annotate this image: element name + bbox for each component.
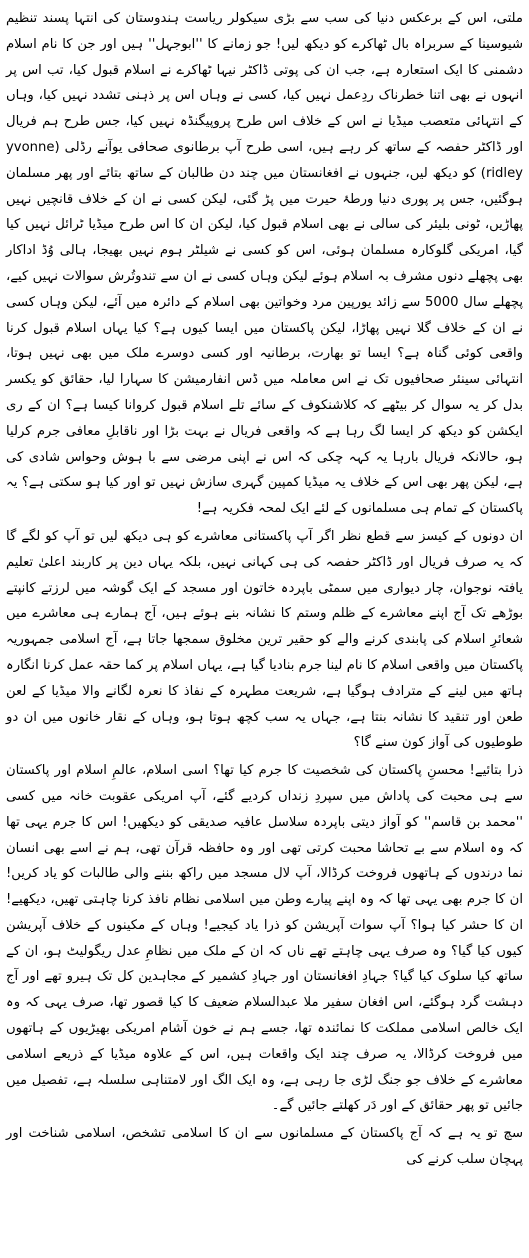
article-paragraph-1: ملتی، اس کے برعکس دنیا کی سب سے بڑی سیکولر ریاست ہندوستان کی انتہا پسند تنظیم شیوسینا کے سربراہ بال ٹھاکرے کو دیکھ لیں! جو زمانے کا ''ابوجہل'' ہیں اور جن کا نام اسلام دشمنی کا ایک استعارہ ہے، جب ان کی پوتی ڈاکٹر نیہا ٹھاکرے نے اسلام قبول کیا، تب اس پر انہوں نے بھی اتنا خطرناک ردِعمل نہیں کیا، کسی نے وہاں اس پر ذہنی تشدد نہیں کیا، وہاں کے انتہائی متعصب میڈیا نے اس کے خلاف اس طرح پروپیگنڈہ نہیں کیا، جس طرح ہم فریال اور ڈاکٹر حفصہ کے ساتھ کر رہے ہیں، اسی طرح آپ برطانوی صحافی یوآنے رڈلی (yvonne ridley) کو دیکھ لیں، جنہوں نے افغانستان میں چند دن طالبان کے ساتھ بتائے اور پھر مسلمان ہوگئیں، جس پر پوری دنیا ورطۂ حیرت میں پڑ گئی، لیکن کسی نے ان کے خلاف قانچیں نہیں پھاڑیں، ٹونی بلیئر کی سالی نے بھی اسلام قبول کیا، لیکن ان کا اس طرح میڈیا ٹرائل نہیں کیا گیا، امریکی گلوکارہ مسلمان ہوئی، اس کو کسی نے شیلٹر ہوم نہیں بھیجا، ہالی وُڈ اداکار بھی پچھلے دنوں مشرف بہ اسلام ہوئے لیکن وہاں کسی نے ان سے تندوتُرش سوالات نہیں کیے، پچھلے سال 5000 سے زائد یورپین مرد وخواتین بھی اسلام کے دائرہ میں آئے، لیکن وہاں کسی نے ان کے خلاف گلا نہیں پھاڑا، لیکن پاکستان میں ایسا کیوں ہے؟ کیا یہاں اسلام قبول کرنا واقعی کوئی گناہ ہے؟ ایسا تو بھارت، برطانیہ اور کسی دوسرے ملک میں بھی نہیں ہوتا، انتہائی سینئر صحافیوں تک نے اس معاملہ میں ڈس انفارمیشن کا سہارا لیا، حقائق کو یکسر بدل کر یہ سوال کر بیٹھے کہ کلاشنکوف کے سائے تلے اسلام قبول کروانا کیسا ہے؟ ان کے ری ایکشن کو دیکھ کر ایسا لگ رہا ہے کہ واقعی فریال نے بہت بڑا اور ناقابلِ معافی جرم کرلیا ہو، حالانکہ فریال بارہا یہ کہہ چکی کہ اس نے اپنی مرضی سے با ہوش وحواس شادی کی ہے، لیکن پھر بھی اس کے خلاف یہ میڈیا کمپین گہری سازش نہیں تو اور کیا ہو سکتی ہے؟ یہ پاکستان کے تمام ہی مسلمانوں کے لئے ایک لمحہ فکریہ ہے! [6, 11, 523, 517]
article-paragraph-4: سچ تو یہ ہے کہ آج پاکستان کے مسلمانوں سے ان کا اسلامی تشخص، اسلامی شناخت اور پہچان سلب کرنے کی [6, 1126, 523, 1168]
article-paragraph-3: ذرا بتائیے! محسنِ پاکستان کی شخصیت کا جرم کیا تھا؟ اسی اسلام، عالمِ اسلام اور پاکستان سے ہی محبت کی پاداش میں سپردِ زنداں کردیے گئے، آپ امریکی عقوبت خانہ میں کسی ''محمد بن قاسم'' کو آواز دیتی باپردہ سلاسل عافیہ صدیقی کو دیکھیں! اس کا جرم یہی تھا کہ وہ اسلام سے بے تحاشا محبت کرتی تھی اور وہ حافظہ قرآن تھی، ہم نے اسے بھی انسان نما درندوں کے ہاتھوں فروخت کرڈالا، آپ لال مسجد میں راکھ بننے والی طالبات کو یاد کریں! ان کا جرم بھی یہی تھا کہ وہ اپنے پیارے وطن میں اسلامی نظام نافذ کرنا چاہتی تھیں، دیکھیے! ان کا حشر کیا ہوا؟ آپ سوات آپریشن کو ذرا یاد کیجیے! وہاں کے مکینوں کے خلاف آپریشن کیوں کیا گیا؟ وہ صرف یہی چاہتے تھے ناں کہ ان کے ملک میں نظامِ عدل ریگولیٹ ہو، ان کے ساتھ کیا سلوک کیا گیا؟ جہادِ افغانستان اور جہادِ کشمیر کے مجاہدین کل تک ہیرو تھے اور آج دہشت گرد ہوگئے، اس افغان سفیر ملا عبدالسلام ضعیف کا کیا قصور تھا، صرف یہی کہ وہ ایک خالص اسلامی مملکت کا نمائندہ تھا، جسے ہم نے خون آشام امریکی بھیڑیوں کے ہاتھوں میں فروخت کرڈالا، یہ صرف چند ایک واقعات ہیں، اس کے علاوہ میڈیا کے ذریعے اسلامی معاشرے کے خلاف جو جنگ لڑی جا رہی ہے، وہ ایک الگ اور لامتناہی سلسلہ ہے، تفصیل میں جائیں تو پھر حقائق کے اور دَر کھلتے جائیں گے۔ [6, 763, 523, 1114]
article-paragraph-2: ان دونوں کے کیسز سے قطع نظر اگر آپ پاکستانی معاشرے کو ہی دیکھ لیں تو آپ کو لگے گا کہ یہ صرف فریال اور ڈاکٹر حفصہ کی ہی کہانی نہیں، بلکہ یہاں دین پر کاربند اعلیٰ تعلیم یافتہ نوجوان، چار دیواری میں سمٹی باپردہ خاتون اور مسجد کے ایک گوشہ میں لرزتے کانپتے بوڑھے تک آج اپنے معاشرے کے ظلم وستم کا نشانہ بنے ہوئے ہیں، آج ہمارے ہی معاشرے میں شعائرِ اسلام کی پابندی کرنے والے کو حقیر ترین مخلوق سمجھا جاتا ہے، آج اسلامی جمہوریہ پاکستان میں واقعی اسلام کا نام لینا جرم بنادیا گیا ہے، یہاں اسلام پر کما حقہ عمل کرنا انگارہ ہاتھ میں لینے کے مترادف ہوگیا ہے، شریعت مطہرہ کے نفاذ کا نعرہ لگانے والا میڈیا کے لعن طعن اور تنقید کا نشانہ بنتا ہے، جہاں یہ سب کچھ ہوتا ہو، وہاں کے نقار خانوں میں ان دو طوطیوں کی آواز کون سنے گا؟ [6, 528, 523, 751]
